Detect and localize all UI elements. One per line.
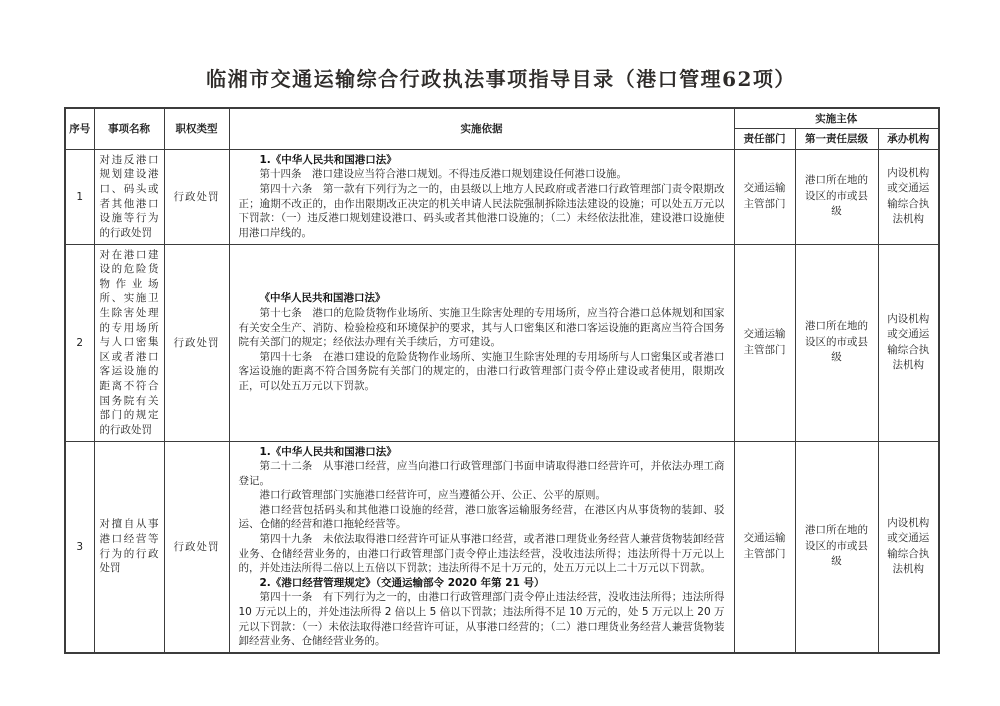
legal-basis-cell — [229, 149, 734, 244]
responsibility-level-cell: 港口所在地的设区的市或县级 — [795, 244, 878, 441]
authority-type-cell: 行政处罚 — [164, 244, 229, 441]
table-row — [65, 441, 939, 653]
header-legal-basis: 实施依据 — [229, 108, 734, 149]
table-row — [65, 244, 939, 441]
law-clause: 第四十一条 有下列行为之一的，由港口行政管理部门责令停止违法经营，没收违法所得；违法所得 10 万元以上的，并处违法所得 2 倍以上 5 倍以下罚款；违法所得不足 10 万元的，处 5 万元以上 20 万元以下罚款：（一）未依法取得港口经营许可证，从事港口经营的；（二）港口理货业务经营人兼营货物装卸经营业务、仓储经营业务的。 — [238, 591, 725, 648]
law-clause: 港口行政管理部门实施港口经营许可，应当遵循公开、公正、公平的原则。 — [259, 489, 606, 502]
law-clause: 第四十九条 未依法取得港口经营许可证从事港口经营，或者港口理货业务经营人兼营货物装卸经营业务、仓储经营业务的，由港口行政管理部门责令停止违法经营，没收违法所得；违法所得十万元以上的，并处违法所得二倍以上五倍以下罚款；违法所得不足十万元的，处五万元以上二十万元以下罚款。 — [238, 533, 725, 575]
header-implementation-subject: 实施主体 — [734, 108, 939, 128]
header-authority-type: 职权类型 — [164, 108, 229, 149]
authority-type-cell: 行政处罚 — [164, 441, 229, 653]
undertaking-agency-cell: 内设机构或交通运输综合执法机构 — [878, 149, 939, 244]
law-title: 1.《中华人民共和国港口法》 — [259, 445, 397, 458]
responsible-dept-cell: 交通运输主管部门 — [734, 441, 795, 653]
row-serial-number: 3 — [65, 441, 94, 653]
law-clause: 港口经营包括码头和其他港口设施的经营，港口旅客运输服务经营，在港区内从事货物的装卸、驳运、仓储的经营和港口拖轮经营等。 — [238, 503, 725, 531]
undertaking-agency-cell: 内设机构或交通运输综合执法机构 — [878, 244, 939, 441]
item-name-cell: 对违反港口规划建设港口、码头或者其他港口设施等行为的行政处罚 — [94, 149, 164, 244]
responsible-dept-cell: 交通运输主管部门 — [734, 244, 795, 441]
table-header — [65, 108, 939, 149]
page-title: 临湘市交通运输综合行政执法事项指导目录（港口管理62项） — [206, 67, 796, 91]
header-responsible-dept: 责任部门 — [734, 128, 795, 149]
law-title: 2.《港口经营管理规定》（交通运输部令 2020 年第 21 号） — [259, 576, 545, 589]
header-first-responsibility-level: 第一责任层级 — [795, 128, 878, 149]
item-name-cell: 对在港口建设的危险货物作业场所、实施卫生除害处理的专用场所与人口密集区或者港口客运设施的距离不符合国务院有关部门的规定的行政处罚 — [94, 244, 164, 441]
law-title: 1.《中华人民共和国港口法》 — [259, 153, 397, 166]
header-undertaking-agency: 承办机构 — [878, 128, 939, 149]
header-item-name: 事项名称 — [94, 108, 164, 149]
directory-table — [64, 107, 940, 654]
law-clause: 第四十六条 第一款有下列行为之一的，由县级以上地方人民政府或者港口行政管理部门责令限期改正；逾期不改正的，由作出限期改正决定的机关申请人民法院强制拆除违法建设的设施；可以处五万元以下罚款：（一）违反港口规划建设港口、码头或者其他港口设施的；（二）未经依法批准，建设港口设施使用港口岸线的。 — [238, 182, 725, 239]
header-serial-number: 序号 — [65, 108, 94, 149]
responsible-dept-cell: 交通运输主管部门 — [734, 149, 795, 244]
row-serial-number: 2 — [65, 244, 94, 441]
law-clause: 第四十七条 在港口建设的危险货物作业场所、实施卫生除害处理的专用场所与人口密集区或者港口客运设施的距离不符合国务院有关部门的规定的，由港口行政管理部门责令停止建设或者使用，限期改正，可以处五万元以下罚款。 — [238, 350, 725, 392]
row-serial-number: 1 — [65, 149, 94, 244]
law-title: 《中华人民共和国港口法》 — [259, 292, 386, 305]
responsibility-level-cell: 港口所在地的设区的市或县级 — [795, 149, 878, 244]
table-row — [65, 149, 939, 244]
undertaking-agency-cell: 内设机构或交通运输综合执法机构 — [878, 441, 939, 653]
law-clause: 第十七条 港口的危险货物作业场所、实施卫生除害处理的专用场所，应当符合港口总体规划和国家有关安全生产、消防、检验检疫和环境保护的要求，其与人口密集区和港口客运设施的距离应当符合国务院有关部门的规定；经依法办理有关手续后，方可建设。 — [238, 307, 725, 349]
law-clause: 第二十二条 从事港口经营，应当向港口行政管理部门书面申请取得港口经营许可，并依法办理工商登记。 — [238, 460, 725, 487]
law-clause: 第十四条 港口建设应当符合港口规划。不得违反港口规划建设任何港口设施。 — [259, 168, 627, 181]
item-name-cell: 对擅自从事港口经营等行为的行政处罚 — [94, 441, 164, 653]
responsibility-level-cell: 港口所在地的设区的市或县级 — [795, 441, 878, 653]
legal-basis-cell — [229, 244, 734, 441]
authority-type-cell: 行政处罚 — [164, 149, 229, 244]
legal-basis-cell — [229, 441, 734, 653]
table-body — [65, 149, 939, 653]
